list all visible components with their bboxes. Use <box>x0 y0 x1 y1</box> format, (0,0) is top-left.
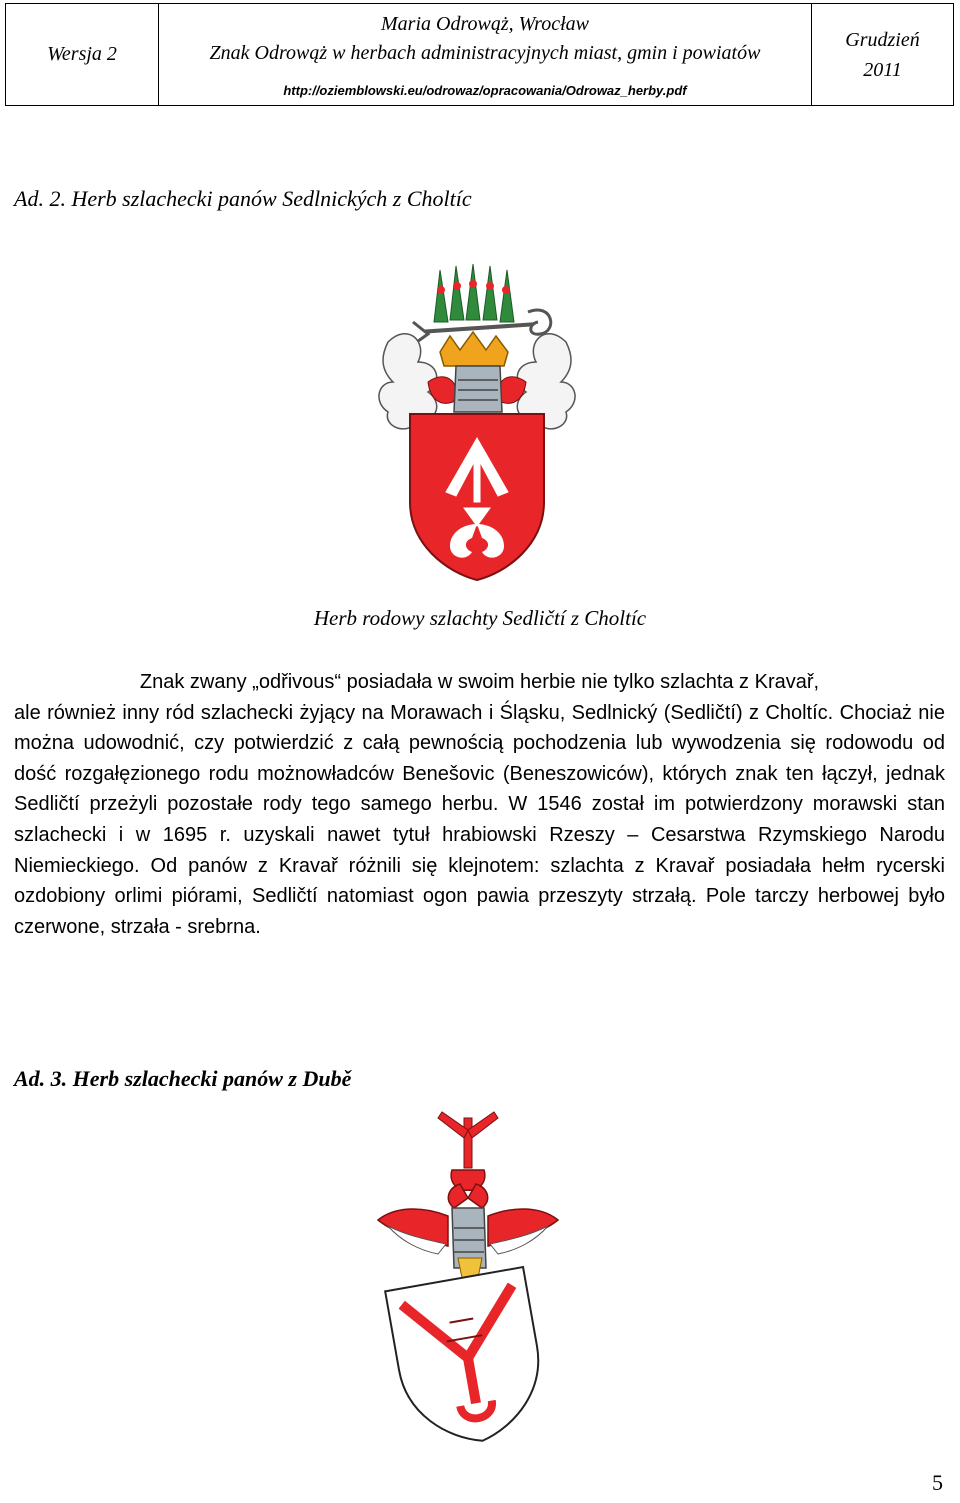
header-version <box>6 4 159 105</box>
header-date-year: 2011 <box>863 58 902 81</box>
header-url[interactable]: http://oziemblowski.eu/odrowaz/opracowania/Odrowaz_herby.pdf <box>283 83 687 98</box>
section-2-heading: Ad. 2. Herb szlachecki panów Sedlnických z Choltíc <box>14 186 472 211</box>
page-number: 5 <box>932 1470 943 1495</box>
header-date-month: Grudzień <box>845 28 920 51</box>
body-paragraph <box>14 667 945 942</box>
header-author: Maria Odrowąż, Wrocław <box>381 13 589 35</box>
header-title: Znak Odrowąż w herbach administracyjnych miast, gmin i powiatów <box>209 42 761 64</box>
crest-arrow <box>438 1112 498 1168</box>
crown <box>440 332 508 366</box>
image-caption: Herb rodowy szlachty Sedličtí z Choltíc <box>313 606 647 630</box>
section-3-heading: Ad. 3. Herb szlachecki panów z Dubě <box>14 1066 352 1091</box>
paragraph-first-line: Znak zwany „odřivous“ posiadała w swoim herbie nie tylko szlachta z Kravař, <box>139 671 820 693</box>
header-center <box>159 4 812 105</box>
sedlnicky-coat-of-arms-image <box>368 262 586 584</box>
version-text: Wersja 2 <box>47 43 117 65</box>
peacock-feathers <box>434 264 514 322</box>
dube-coat-of-arms-image <box>368 1108 568 1448</box>
page-header <box>5 3 954 106</box>
header-date <box>812 4 953 105</box>
paragraph-rest: ale również inny ród szlachecki żyjący na Morawach i Śląsku, Sedlnický (Sedličtí) z Choltíc. Chociaż nie można udowodnić, czy potwierdzić z całą pewnością pochodzenia lub wywodzenia się rodowodu od dość rozgałęzionego rodu możnowładców Benešovic (Beneszowiców), których znak ten łączył, jednak Sedličtí przeżyli pozostałe rody tego samego herbu. W 1546 został im potwierdzony morawski stan szlachecki i w 1695 r. uzyskali nawet tytuł hrabiowski Rzeszy – Cesarstwa Rzymskiego Narodu Niemieckiego. Od panów z Kravař różnili się klejnotem: szlachta z Kravař posiadała hełm rycerski ozdobiony orlimi piórami, Sedličtí natomiast ogon pawia przeszyty strzałą. Pole tarczy herbowej było czerwone, strzała - srebrna. <box>14 701 945 938</box>
helmet <box>454 366 502 412</box>
